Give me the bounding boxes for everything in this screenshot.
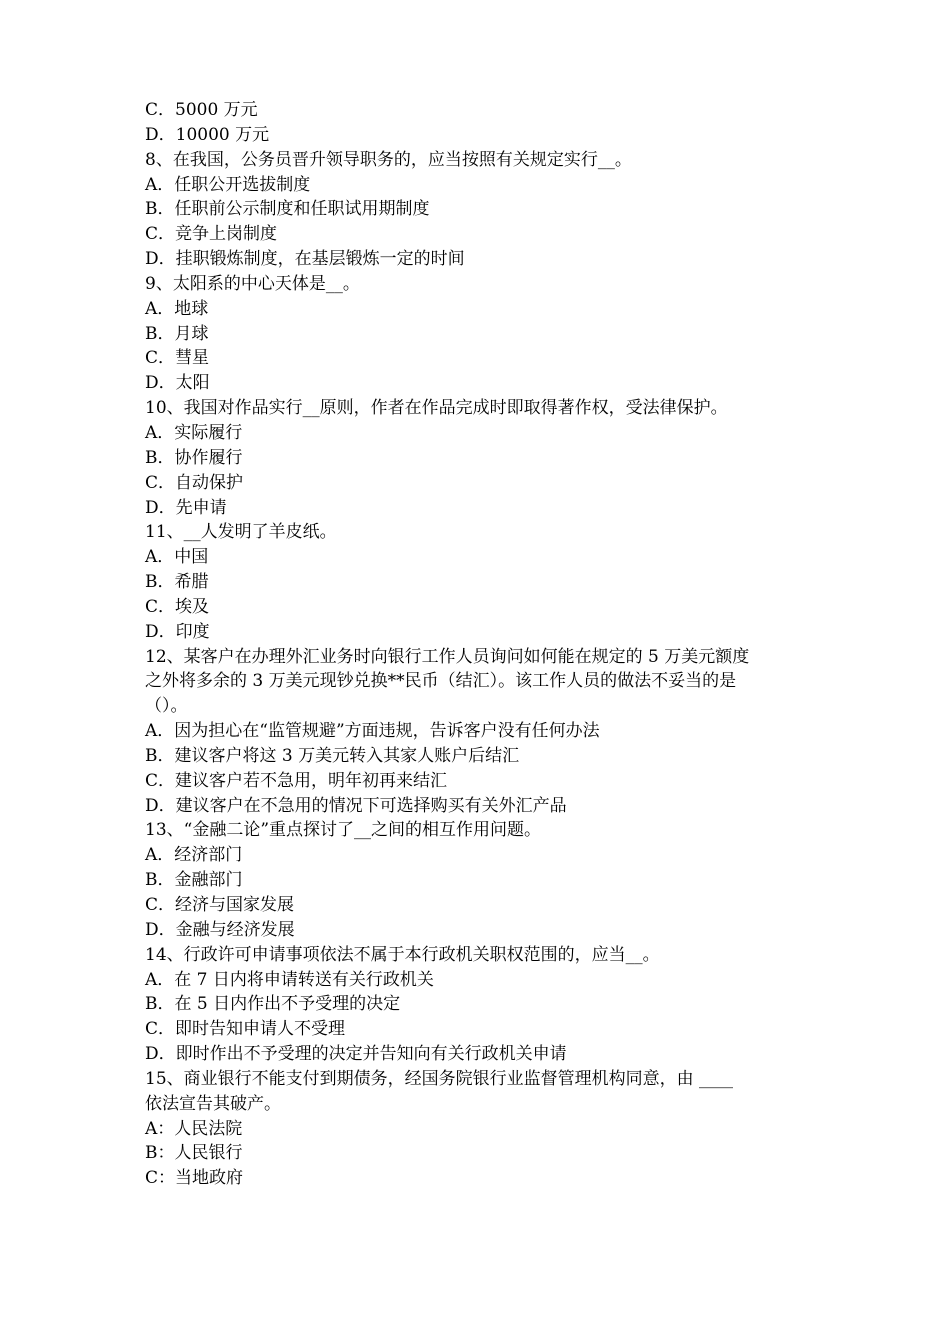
question-9: 9、太阳系的中心天体是__。 <box>145 273 360 294</box>
option-b-q9: B．月球 <box>145 323 209 344</box>
question-13: 13、“金融二论”重点探讨了__之间的相互作用问题。 <box>145 820 542 841</box>
option-c-q9: C．彗星 <box>145 348 210 369</box>
option-c-q14: C．即时告知申请人不受理 <box>145 1019 346 1040</box>
question-11: 11、__人发明了羊皮纸。 <box>145 522 337 543</box>
question-12-line-3: （）。 <box>145 696 188 717</box>
option-d-q13: D．金融与经济发展 <box>145 919 295 940</box>
option-a-q9: A．地球 <box>145 298 209 319</box>
option-a-q14: A．在 7 日内将申请转送有关行政机关 <box>145 969 434 990</box>
question-15-line-1: 15、商业银行不能支付到期债务，经国务院银行业监督管理机构同意，由 ____ <box>145 1068 734 1089</box>
option-a-q10: A．实际履行 <box>145 422 243 443</box>
option-d-q12: D．建议客户在不急用的情况下可选择购买有关外汇产品 <box>145 795 567 816</box>
option-b-q12: B．建议客户将这 3 万美元转入其家人账户后结汇 <box>145 745 520 766</box>
option-d-q8: D．挂职锻炼制度，在基层锻炼一定的时间 <box>145 249 465 270</box>
option-c-q8: C．竞争上岗制度 <box>145 224 278 245</box>
option-c-q10: C．自动保护 <box>145 472 244 493</box>
question-12-line-1: 12、某客户在办理外汇业务时向银行工作人员询问如何能在规定的 5 万美元额度 <box>145 646 750 667</box>
option-d-q7: D．10000 万元 <box>145 124 270 145</box>
option-a-q11: A．中国 <box>145 547 209 568</box>
option-a-q12: A．因为担心在“监管规避”方面违规，告诉客户没有任何办法 <box>145 721 600 742</box>
option-b-q11: B．希腊 <box>145 572 209 593</box>
question-15-line-2: 依法宣告其破产。 <box>145 1093 281 1114</box>
option-a-q13: A．经济部门 <box>145 845 243 866</box>
option-c-q12: C．建议客户若不急用，明年初再来结汇 <box>145 770 448 791</box>
document-page <box>145 98 815 1191</box>
option-c-q7: C．5000 万元 <box>145 100 258 120</box>
option-c-q15: C：当地政府 <box>145 1168 244 1189</box>
option-c-q11: C．埃及 <box>145 596 210 617</box>
option-b-q15: B：人民银行 <box>145 1143 243 1164</box>
question-8: 8、在我国，公务员晋升领导职务的，应当按照有关规定实行__。 <box>145 149 632 170</box>
option-b-q8: B．任职前公示制度和任职试用期制度 <box>145 199 430 220</box>
question-14: 14、行政许可申请事项依法不属于本行政机关职权范围的，应当__。 <box>145 944 660 965</box>
option-b-q10: B．协作履行 <box>145 447 243 468</box>
question-12-line-2: 之外将多余的 3 万美元现钞兑换**民币（结汇）。该工作人员的做法不妥当的是 <box>145 671 737 692</box>
option-d-q11: D．印度 <box>145 621 210 642</box>
option-d-q9: D．太阳 <box>145 373 210 394</box>
option-a-q15: A：人民法院 <box>145 1118 243 1139</box>
option-d-q10: D．先申请 <box>145 497 227 518</box>
option-c-q13: C．经济与国家发展 <box>145 895 295 915</box>
option-b-q14: B．在 5 日内作出不予受理的决定 <box>145 994 401 1015</box>
option-b-q13: B．金融部门 <box>145 870 243 891</box>
option-a-q8: A．任职公开选拔制度 <box>145 174 311 195</box>
question-10: 10、我国对作品实行__原则，作者在作品完成时即取得著作权，受法律保护。 <box>145 398 728 419</box>
option-d-q14: D．即时作出不予受理的决定并告知向有关行政机关申请 <box>145 1044 567 1065</box>
